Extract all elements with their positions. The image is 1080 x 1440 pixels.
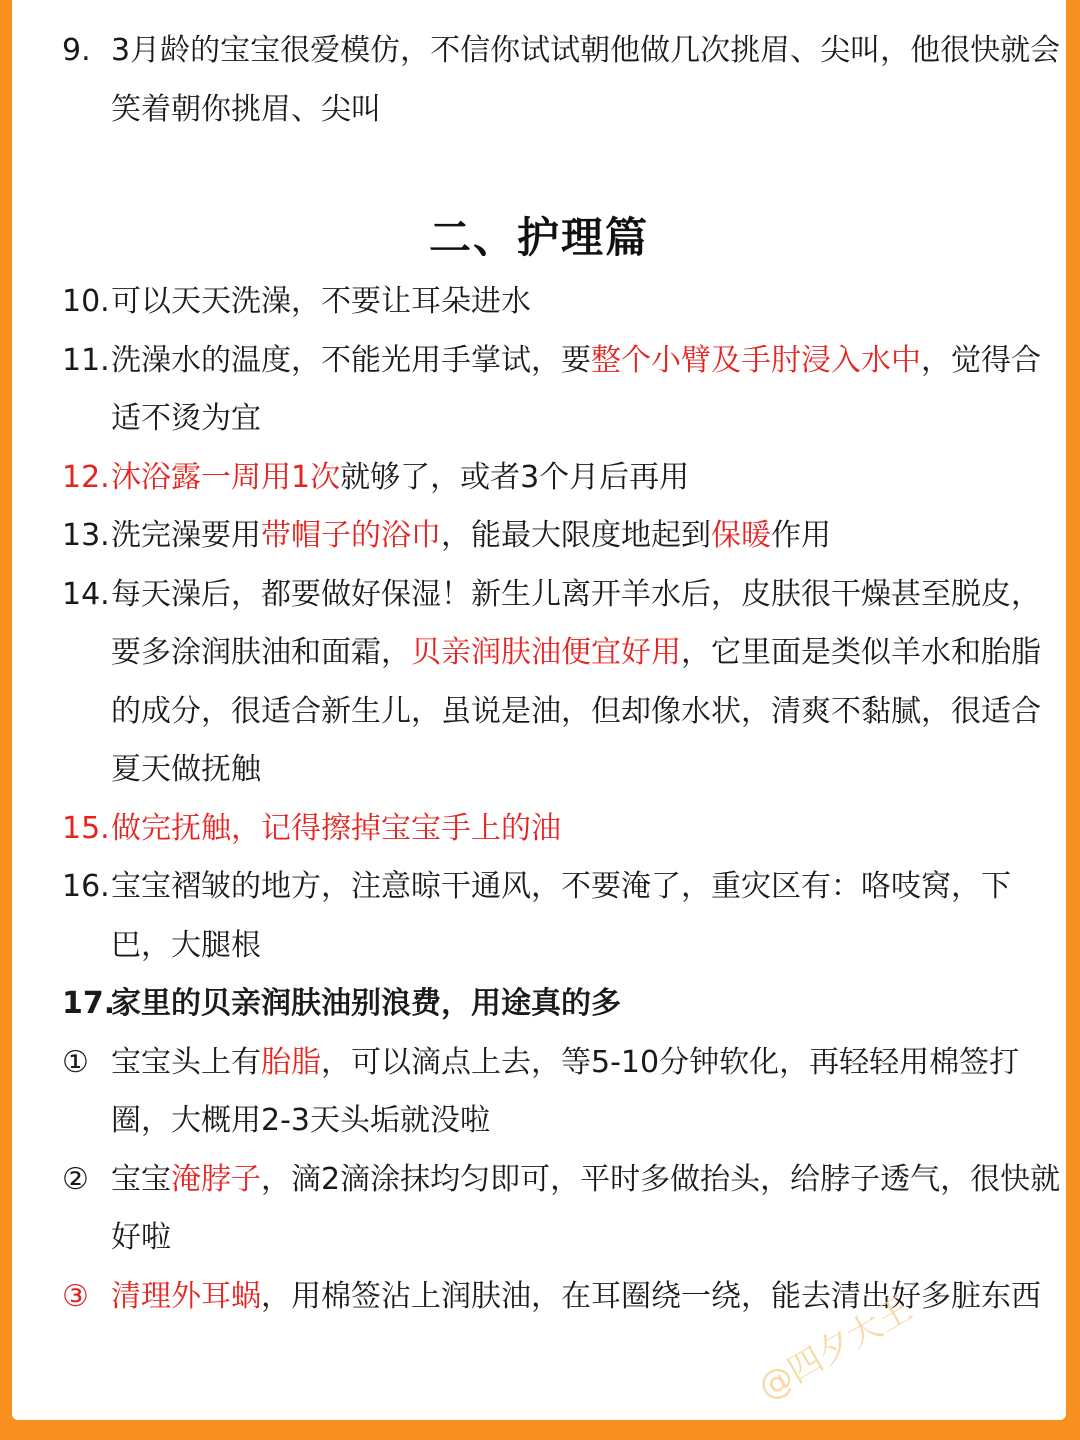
item-text: 每天澡后，都要做好保湿！新生儿离开羊水后，皮肤很干燥甚至脱皮，要多涂润肤油和面霜， — [111, 576, 1041, 670]
item-number: 11. — [62, 342, 110, 378]
item-text: ，觉得合适不烫为宜 — [111, 342, 1041, 436]
circled-number: ① — [62, 1044, 89, 1080]
item-text: 3月龄的宝宝很爱模仿，不信你试试朝他做几次挑眉、尖叫，他很快就会笑着朝你挑眉、尖叫 — [111, 33, 1061, 127]
highlight-text: 清理外耳蜗 — [111, 1278, 261, 1314]
list-item-10 — [12, 273, 1066, 332]
item-number: 10. — [62, 284, 110, 319]
list-item-12 — [12, 449, 1066, 508]
item-text: ，用棉签沾上润肤油，在耳圈绕一绕，能去清出好多脏东西 — [261, 1278, 1041, 1314]
list-item-9 — [12, 22, 1066, 139]
item-text: ，能最大限度地起到 — [441, 518, 711, 553]
item-number: 14. — [62, 576, 110, 612]
list-item-13 — [12, 507, 1066, 566]
highlight-text: 贝亲润肤油便宜好用 — [411, 635, 681, 670]
item-text: 洗完澡要用 — [111, 518, 261, 553]
item-text: ，可以滴点上去，等5-10分钟软化，再轻轻用棉签打圈，大概用2-3天头垢就没啦 — [111, 1044, 1020, 1138]
section-title: 二、护理篇 — [428, 213, 649, 262]
highlight-text: 整个小臂及手肘浸入水中 — [591, 342, 921, 378]
document-page — [12, 0, 1066, 1420]
list-item-14 — [12, 566, 1066, 800]
highlight-text: 带帽子的浴巾 — [261, 518, 441, 553]
item-text: 洗澡水的温度，不能光用手掌试，要 — [111, 342, 591, 378]
item-text: 作用 — [771, 518, 831, 553]
item-text: 就够了，或者3个月后再用 — [340, 459, 690, 495]
circled-number: ② — [62, 1161, 89, 1197]
highlight-text: 淹脖子 — [171, 1161, 261, 1197]
highlight-text: 胎脂 — [261, 1044, 321, 1080]
item-text: 可以天天洗澡，不要让耳朵进水 — [111, 284, 531, 319]
item-text: ，它里面是类似羊水和胎脂的成分，很适合新生儿，虽说是油，但却像水状，清爽不黏腻，很适合夏天做抚触 — [111, 635, 1041, 787]
list-item-17 — [12, 975, 1066, 1034]
item-text: ，滴2滴涂抹均匀即可，平时多做抬头，给脖子透气，很快就好啦 — [111, 1161, 1061, 1255]
circled-number: ③ — [62, 1278, 89, 1314]
list-item-15 — [12, 800, 1066, 859]
item-text: 宝宝头上有 — [111, 1044, 261, 1080]
watermark: @四夕大王 — [751, 1288, 919, 1409]
highlight-text: 做完抚触，记得擦掉宝宝手上的油 — [111, 810, 561, 846]
item-text: 家里的贝亲润肤油别浪费，用途真的多 — [111, 986, 621, 1021]
item-text: 宝宝褶皱的地方，注意晾干通风，不要淹了，重灾区有：咯吱窝，下巴，大腿根 — [111, 869, 1011, 963]
list-item-16 — [12, 858, 1066, 975]
item-number: 15. — [62, 810, 110, 846]
content — [12, 0, 1066, 1326]
item-number: 17. — [62, 986, 116, 1021]
item-text: 宝宝 — [111, 1161, 171, 1197]
item-number: 13. — [62, 518, 110, 553]
highlight-text: 沐浴露一周用1次 — [111, 459, 341, 495]
list-item-11 — [12, 332, 1066, 449]
highlight-text: 保暖 — [711, 518, 771, 553]
sub-item-2 — [12, 1151, 1066, 1268]
item-number: 9. — [62, 33, 91, 68]
sub-item-1 — [12, 1034, 1066, 1151]
item-number: 12. — [62, 459, 110, 495]
item-number: 16. — [62, 869, 110, 904]
